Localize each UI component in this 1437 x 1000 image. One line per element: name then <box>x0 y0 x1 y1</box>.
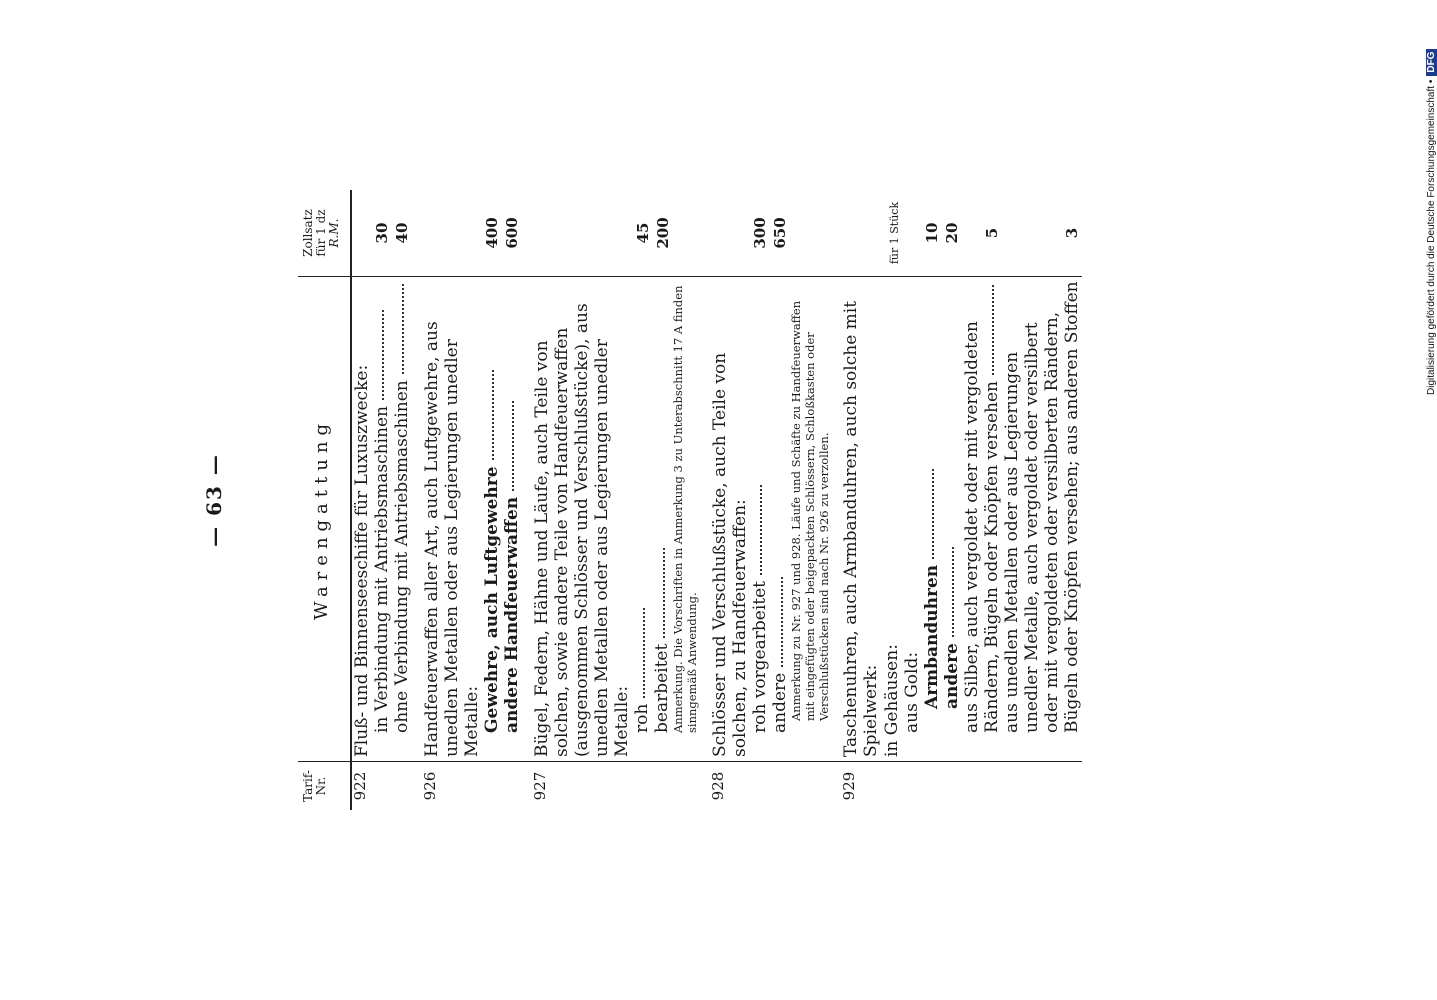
tarif-nr-cell <box>652 762 672 811</box>
description-cell <box>351 277 372 762</box>
header-tarif-nr: Tarif- Nr. <box>298 762 351 811</box>
tarif-nr-cell: 928 <box>710 762 750 811</box>
leader-dots <box>779 577 783 667</box>
table-row <box>942 190 962 810</box>
description-cell <box>902 277 922 762</box>
description-cell <box>392 277 412 762</box>
table-row <box>372 190 392 810</box>
entry-spacer <box>412 190 422 810</box>
item-description: roh vorgearbeitet <box>750 281 770 757</box>
description-cell <box>652 277 672 762</box>
header-warengattung: Warengattung <box>298 277 351 762</box>
tarif-nr-cell <box>672 762 700 811</box>
tarif-nr-cell <box>1002 762 1082 811</box>
leader-dots <box>400 284 404 374</box>
rate-cell <box>790 190 831 277</box>
table-row <box>502 190 522 810</box>
rate-cell <box>750 190 770 277</box>
item-description: ohne Verbindung mit Antriebsmaschinen <box>392 281 412 757</box>
rate-cell <box>962 190 1002 277</box>
tarif-nr-cell: 922 <box>351 762 372 811</box>
rate-value: 20 <box>943 222 962 244</box>
tarif-nr-cell <box>392 762 412 811</box>
tarif-nr-cell: 926 <box>422 762 482 811</box>
description-cell <box>672 277 700 762</box>
table-row <box>422 190 482 810</box>
rate-value: 30 <box>372 222 391 244</box>
item-description: aus unedlen Metallen oder aus Legierungen unedler Metalle, auch vergoldet oder versilbert oder mit vergoldeten oder versilberten Rändern, Bügeln oder Knöpfen versehen; aus anderen Stoffen <box>1001 281 1082 733</box>
rate-value: 40 <box>393 222 412 244</box>
rate-value: 45 <box>633 222 652 244</box>
item-description: Taschenuhren, auch Armbanduhren, auch solche mit Spielwerk: <box>841 300 882 757</box>
item-description: Armbanduhren <box>922 281 942 757</box>
item-description: in Verbindung mit Antriebsmaschinen <box>372 281 392 757</box>
item-description: Gewehre, auch Luftgewehre <box>482 281 502 757</box>
page-number: — 63 — <box>202 453 226 547</box>
tarif-nr-cell <box>922 762 942 811</box>
table-row <box>652 190 672 810</box>
tarif-nr-cell <box>372 762 392 811</box>
table-row <box>532 190 632 810</box>
description-cell <box>882 277 902 762</box>
table-row <box>902 190 922 810</box>
description-cell <box>942 277 962 762</box>
item-description: Handfeuerwaffen aller Art, auch Luftgewehre, aus unedlen Metallen oder aus Legierungen unedler Metalle: <box>421 321 482 757</box>
description-cell <box>770 277 790 762</box>
dfg-logo: DFG <box>1426 49 1437 76</box>
rate-value: 300 <box>751 217 770 249</box>
leader-dots <box>758 485 762 575</box>
header-zollsatz-unit: R.M. <box>327 218 342 248</box>
rate-value: 200 <box>653 217 672 249</box>
table-row <box>770 190 790 810</box>
table-row <box>392 190 412 810</box>
table-row <box>790 190 831 810</box>
table-row <box>841 190 881 810</box>
table-row <box>351 190 372 810</box>
rate-cell <box>1002 190 1082 277</box>
table-row <box>962 190 1002 810</box>
rate-cell <box>351 190 372 277</box>
table-header-row <box>298 190 351 810</box>
description-cell <box>422 277 482 762</box>
leader-dots <box>380 310 384 400</box>
rate-cell <box>532 190 632 277</box>
leader-dots <box>661 548 665 638</box>
rate-cell <box>902 190 922 277</box>
table-row <box>750 190 770 810</box>
tarif-nr-cell: 929 <box>841 762 881 811</box>
annotation-text: Anmerkung. Die Vorschriften in Anmerkung 3 zu Unterabschnitt 17 A finden sinngemäß Anwendung. <box>671 285 700 733</box>
rate-value: 5 <box>983 227 1002 239</box>
leader-dots <box>930 469 934 559</box>
rate-cell <box>502 190 522 277</box>
description-cell <box>962 277 1002 762</box>
description-cell <box>532 277 632 762</box>
rotated-page <box>202 190 1223 810</box>
annotation-text: Anmerkung zu Nr. 927 und 928. Läufe und Schäfte zu Handfeuerwaffen mit eingefügten oder beigepackten Schlössern, Schloßkasten oder Verschlußstücken sind nach Nr. 926 zu verzollen. <box>789 300 831 721</box>
description-cell <box>632 277 652 762</box>
tarif-nr-cell <box>942 762 962 811</box>
tarif-nr-cell <box>882 762 902 811</box>
leader-dots <box>641 608 645 698</box>
item-description: Bügel, Federn, Hähne und Läufe, auch Teile von solchen, sowie andere Teile von Handfeuerwaffen (ausgenommen Schlösser und Verschlußstücke), aus unedlen Metallen oder aus Legierungen unedler Metalle: <box>531 303 633 757</box>
item-description: in Gehäusen: <box>881 644 902 757</box>
tarif-nr-cell <box>790 762 831 811</box>
entry-spacer <box>522 190 532 810</box>
tarif-nr-cell <box>962 762 1002 811</box>
table-row <box>922 190 942 810</box>
rate-cell <box>882 190 902 277</box>
rate-cell <box>942 190 962 277</box>
item-description: Fluß- und Binnenseeschiffe für Luxuszwecke: <box>351 364 372 757</box>
description-cell <box>922 277 942 762</box>
entry-spacer <box>831 190 841 810</box>
description-cell <box>502 277 522 762</box>
table-row <box>710 190 750 810</box>
table-row <box>1002 190 1082 810</box>
rate-cell <box>652 190 672 277</box>
item-description: roh <box>632 281 652 757</box>
tarif-nr-cell <box>632 762 652 811</box>
leader-dots <box>490 370 494 460</box>
rate-cell <box>672 190 700 277</box>
item-description: andere Handfeuerwaffen <box>502 281 522 757</box>
rate-cell <box>922 190 942 277</box>
rate-cell <box>482 190 502 277</box>
item-description: bearbeitet <box>652 281 672 757</box>
leader-dots <box>950 547 954 637</box>
tarif-nr-cell <box>902 762 922 811</box>
description-cell <box>482 277 502 762</box>
rate-value: 400 <box>483 217 502 249</box>
description-cell <box>790 277 831 762</box>
item-description: Schlösser und Verschlußstücke, auch Teile von solchen, zu Handfeuerwaffen: <box>709 352 750 757</box>
rate-cell <box>841 190 881 277</box>
tariff-table <box>298 190 1082 810</box>
rate-unit: für 1 Stück <box>887 201 901 265</box>
description-cell <box>372 277 392 762</box>
item-description: andere <box>770 281 790 757</box>
tarif-nr-cell <box>502 762 522 811</box>
table-row <box>632 190 652 810</box>
rate-cell <box>710 190 750 277</box>
rate-value: 650 <box>771 217 790 249</box>
rate-cell <box>632 190 652 277</box>
rate-cell <box>392 190 412 277</box>
table-row <box>672 190 700 810</box>
rate-value: 600 <box>503 217 522 249</box>
description-cell <box>841 277 881 762</box>
tarif-nr-cell <box>482 762 502 811</box>
digitization-credit: Digitalisierung gefördert durch die Deutsche Forschungsgemeinschaft •DFG <box>1426 49 1437 395</box>
tarif-nr-cell <box>750 762 770 811</box>
table-row <box>482 190 502 810</box>
description-cell <box>1002 277 1082 762</box>
tarif-nr-cell: 927 <box>532 762 632 811</box>
header-zollsatz: Zollsatz für 1 dz R.M. <box>298 190 351 277</box>
rate-value: 10 <box>922 222 941 244</box>
item-description: andere <box>942 281 962 757</box>
description-cell <box>710 277 750 762</box>
leader-dots <box>990 285 994 375</box>
item-description: aus Gold: <box>901 651 922 733</box>
item-description: aus Silber, auch vergoldet oder mit vergoldeten Rändern, Bügeln oder Knöpfen versehen <box>962 281 1002 757</box>
leader-dots <box>510 401 514 491</box>
tarif-nr-cell <box>770 762 790 811</box>
rate-cell <box>422 190 482 277</box>
rate-cell <box>770 190 790 277</box>
table-row <box>882 190 902 810</box>
entry-spacer <box>700 190 710 810</box>
description-cell <box>750 277 770 762</box>
rate-cell <box>372 190 392 277</box>
rate-value: 3 <box>1063 227 1082 239</box>
